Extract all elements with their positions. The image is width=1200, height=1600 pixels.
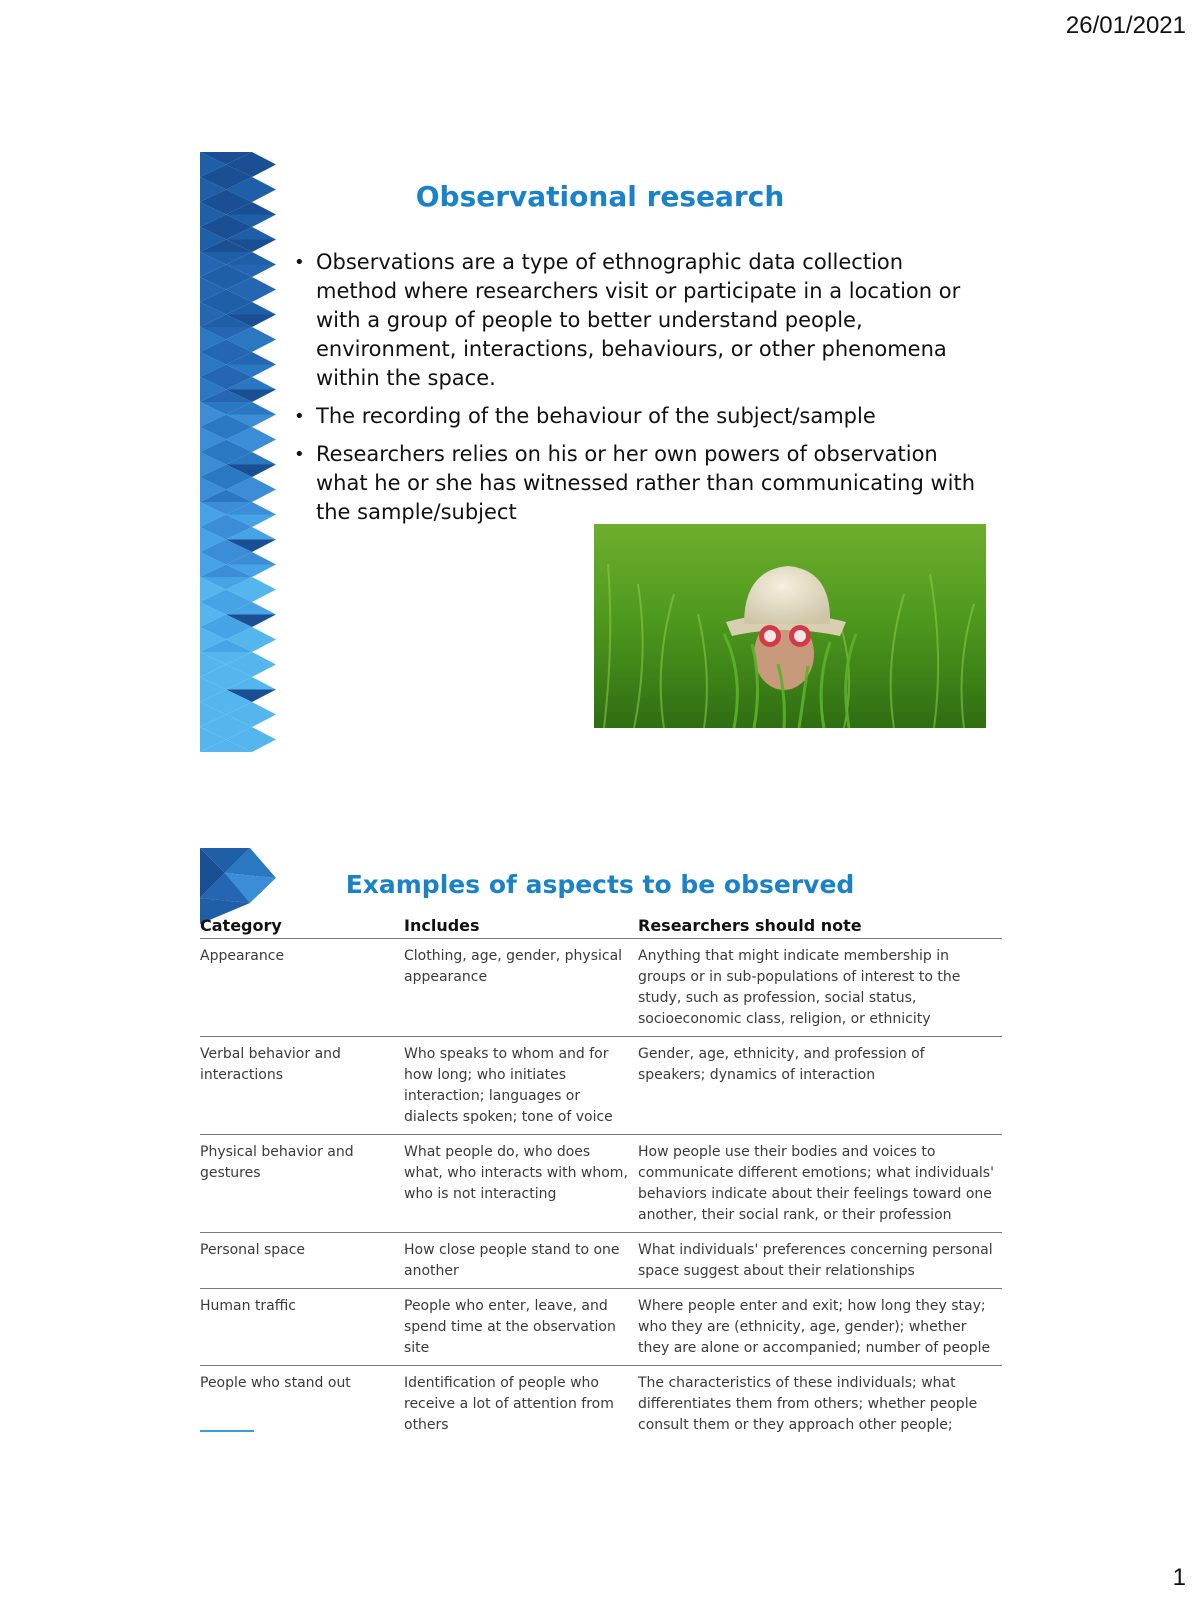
accent-line <box>200 1430 254 1432</box>
cell-includes: How close people stand to one another <box>404 1233 638 1289</box>
table-row <box>200 1366 1002 1443</box>
header-includes: Includes <box>404 912 638 939</box>
header-category: Category <box>200 912 404 939</box>
cell-note: The characteristics of these individuals; what differentiates them from others; whether people consult them or they approach other people; <box>638 1375 978 1433</box>
cell-includes: What people do, who does what, who interacts with whom, who is not interacting <box>404 1135 638 1233</box>
cell-includes: People who enter, leave, and spend time at the observation site <box>404 1289 638 1366</box>
observer-binoculars-photo <box>594 524 986 728</box>
triangle-pattern-decoration <box>200 152 276 752</box>
table-row <box>200 1037 1002 1135</box>
cell-category: Appearance <box>200 939 404 1037</box>
page-date: 26/01/2021 <box>1065 12 1186 39</box>
bullet-icon: • <box>294 444 305 465</box>
cell-includes: Identification of people who receive a lot of attention from others <box>404 1375 614 1433</box>
cell-includes: Clothing, age, gender, physical appearance <box>404 939 638 1037</box>
slide-title: Observational research <box>415 180 785 213</box>
bullet-icon: • <box>294 406 305 427</box>
bullet-item: • Observations are a type of ethnographic data collection method where researchers visit or participate in a location or with a group of people to better understand people, environment, interactions, behaviours, or other phenomena within the space. <box>294 250 961 390</box>
slide-title: Examples of aspects to be observed <box>345 870 855 899</box>
slide-observational-research <box>200 152 1000 752</box>
observation-aspects-table <box>200 912 1002 1442</box>
table-row <box>200 1233 1002 1289</box>
header-researchers-note: Researchers should note <box>638 912 1002 939</box>
cell-category: Personal space <box>200 1233 404 1289</box>
bullet-item: • Researchers relies on his or her own powers of observation what he or she has witnessed rather than communicating with the sample/subject <box>294 442 976 524</box>
table-row <box>200 1135 1002 1233</box>
cell-note: Anything that might indicate membership in groups or in sub-populations of interest to the study, such as profession, social status, socioeconomic class, religion, or ethnicity <box>638 939 1002 1037</box>
bullet-list <box>292 248 982 536</box>
cell-note: How people use their bodies and voices to communicate different emotions; what individuals' behaviors indicate about their feelings toward one another, their social rank, or their profession <box>638 1135 1002 1233</box>
bullet-item: • The recording of the behaviour of the subject/sample <box>292 402 982 431</box>
table-header-row <box>200 912 1002 939</box>
table-row <box>200 1289 1002 1366</box>
cell-category: People who stand out <box>200 1375 351 1391</box>
cell-note: What individuals' preferences concerning personal space suggest about their relationships <box>638 1233 1002 1289</box>
page-number: 1 <box>1172 1564 1186 1591</box>
cell-includes: Who speaks to whom and for how long; who initiates interaction; languages or dialects spoken; tone of voice <box>404 1037 638 1135</box>
cell-note: Gender, age, ethnicity, and profession of speakers; dynamics of interaction <box>638 1037 1002 1135</box>
cell-category: Human traffic <box>200 1289 404 1366</box>
cell-note: Where people enter and exit; how long they stay; who they are (ethnicity, age, gender); whether they are alone or accompanied; number of people <box>638 1289 1002 1366</box>
cell-category: Physical behavior and gestures <box>200 1135 404 1233</box>
cell-category: Verbal behavior and interactions <box>200 1037 404 1135</box>
table-row <box>200 939 1002 1037</box>
bullet-icon: • <box>294 252 305 273</box>
slide-examples-observed <box>200 848 1000 1448</box>
